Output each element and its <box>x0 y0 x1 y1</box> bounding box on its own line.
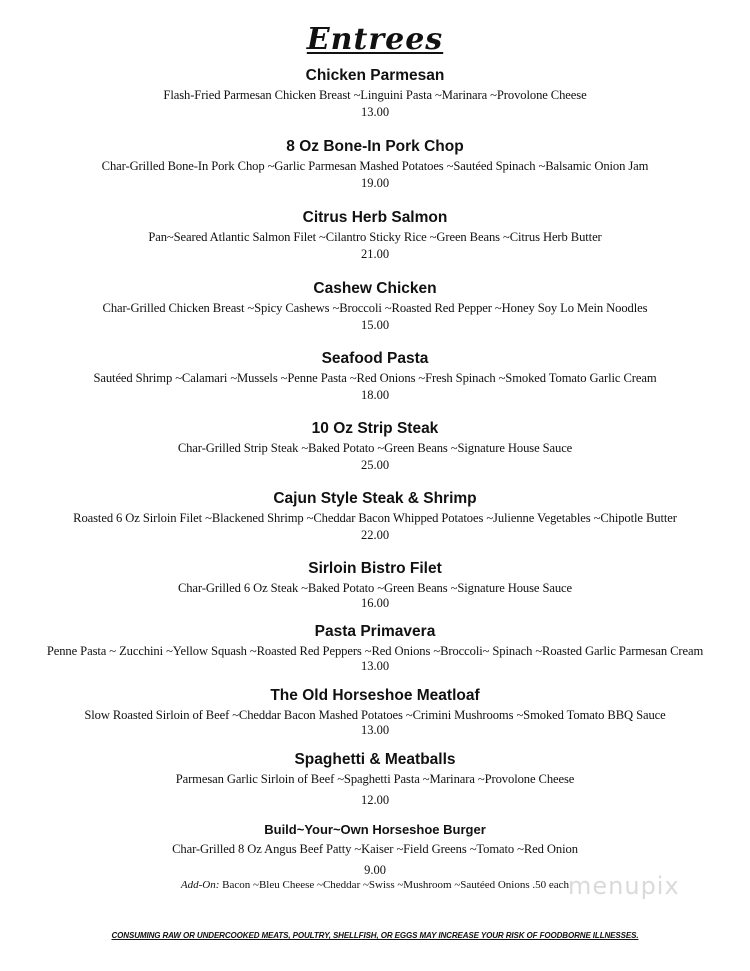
menu-item <box>0 279 750 333</box>
item-description: Pan~Seared Atlantic Salmon Filet ~Cilantro Sticky Rice ~Green Beans ~Citrus Herb Butter <box>148 230 602 244</box>
menu-item <box>0 686 750 736</box>
item-price: 13.00 <box>360 659 390 673</box>
item-description: Char-Grilled Strip Steak ~Baked Potato ~Green Beans ~Signature House Sauce <box>177 441 573 455</box>
item-price: 22.00 <box>360 528 390 542</box>
item-name: Citrus Herb Salmon <box>302 209 448 226</box>
item-price: 18.00 <box>360 388 390 402</box>
item-name: Build~Your~Own Horseshoe Burger <box>264 822 486 837</box>
item-price: 12.00 <box>360 793 390 807</box>
menu-item <box>0 622 750 672</box>
watermark: menupix <box>568 872 680 900</box>
item-name: Cashew Chicken <box>313 280 437 297</box>
item-name: Sirloin Bistro Filet <box>308 560 442 577</box>
item-price: 15.00 <box>360 318 390 332</box>
add-on-price: .50 each <box>529 879 570 891</box>
item-name: Spaghetti & Meatballs <box>294 751 456 768</box>
item-description: Slow Roasted Sirloin of Beef ~Cheddar Bacon Mashed Potatoes ~Crimini Mushrooms ~Smoked Tomato BBQ Sauce <box>84 708 666 722</box>
item-name: Pasta Primavera <box>314 623 436 640</box>
item-description: Penne Pasta ~ Zucchini ~Yellow Squash ~Roasted Red Peppers ~Red Onions ~Broccoli~ Spinach ~Roasted Garlic Parmesan Cream <box>46 644 704 658</box>
item-price: 13.00 <box>360 723 390 737</box>
item-description: Char-Grilled Bone-In Pork Chop ~Garlic Parmesan Mashed Potatoes ~Sautéed Spinach ~Balsamic Onion Jam <box>101 159 649 173</box>
item-description: Roasted 6 Oz Sirloin Filet ~Blackened Shrimp ~Cheddar Bacon Whipped Potatoes ~Julienne Vegetables ~Chipotle Butter <box>73 511 677 525</box>
menu-item <box>0 208 750 262</box>
menu-item <box>0 750 750 808</box>
item-price: 19.00 <box>360 176 390 190</box>
add-on-label: Add-On: <box>180 879 220 891</box>
menu-item <box>0 419 750 473</box>
item-description: Sautéed Shrimp ~Calamari ~Mussels ~Penne Pasta ~Red Onions ~Fresh Spinach ~Smoked Tomato Garlic Cream <box>93 371 657 385</box>
item-name: Seafood Pasta <box>321 350 429 367</box>
item-price: 9.00 <box>364 863 386 877</box>
item-price: 13.00 <box>360 105 390 119</box>
item-description: Char-Grilled Chicken Breast ~Spicy Cashews ~Broccoli ~Roasted Red Pepper ~Honey Soy Lo Mein Noodles <box>102 301 648 315</box>
item-description: Flash-Fried Parmesan Chicken Breast ~Linguini Pasta ~Marinara ~Provolone Cheese <box>163 88 587 102</box>
item-name: The Old Horseshoe Meatloaf <box>270 687 480 704</box>
item-name: Chicken Parmesan <box>305 67 445 84</box>
menu-item <box>0 820 750 878</box>
menu-item <box>0 349 750 403</box>
item-price: 25.00 <box>360 458 390 472</box>
menu-item <box>0 559 750 609</box>
menu-title: Entrees <box>306 22 444 57</box>
item-price: 16.00 <box>360 596 390 610</box>
food-safety-disclaimer: CONSUMING RAW OR UNDERCOOKED MEATS, POULTRY, SHELLFISH, OR EGGS MAY INCREASE YOUR RISK OF FOODBORNE ILLNESSES. <box>111 931 639 940</box>
item-description: Char-Grilled 8 Oz Angus Beef Patty ~Kaiser ~Field Greens ~Tomato ~Red Onion <box>172 842 578 856</box>
menu-item <box>0 489 750 543</box>
menu-item <box>0 137 750 191</box>
menu-item <box>0 66 750 120</box>
item-price: 21.00 <box>360 247 390 261</box>
item-description: Parmesan Garlic Sirloin of Beef ~Spaghetti Pasta ~Marinara ~Provolone Cheese <box>175 772 575 786</box>
item-description: Char-Grilled 6 Oz Steak ~Baked Potato ~Green Beans ~Signature House Sauce <box>177 581 573 595</box>
item-name: Cajun Style Steak & Shrimp <box>273 490 477 507</box>
item-name: 8 Oz Bone-In Pork Chop <box>286 138 464 155</box>
item-name: 10 Oz Strip Steak <box>311 420 439 437</box>
add-on-options: Bacon ~Bleu Cheese ~Cheddar ~Swiss ~Mushroom ~Sautéed Onions <box>219 879 530 891</box>
